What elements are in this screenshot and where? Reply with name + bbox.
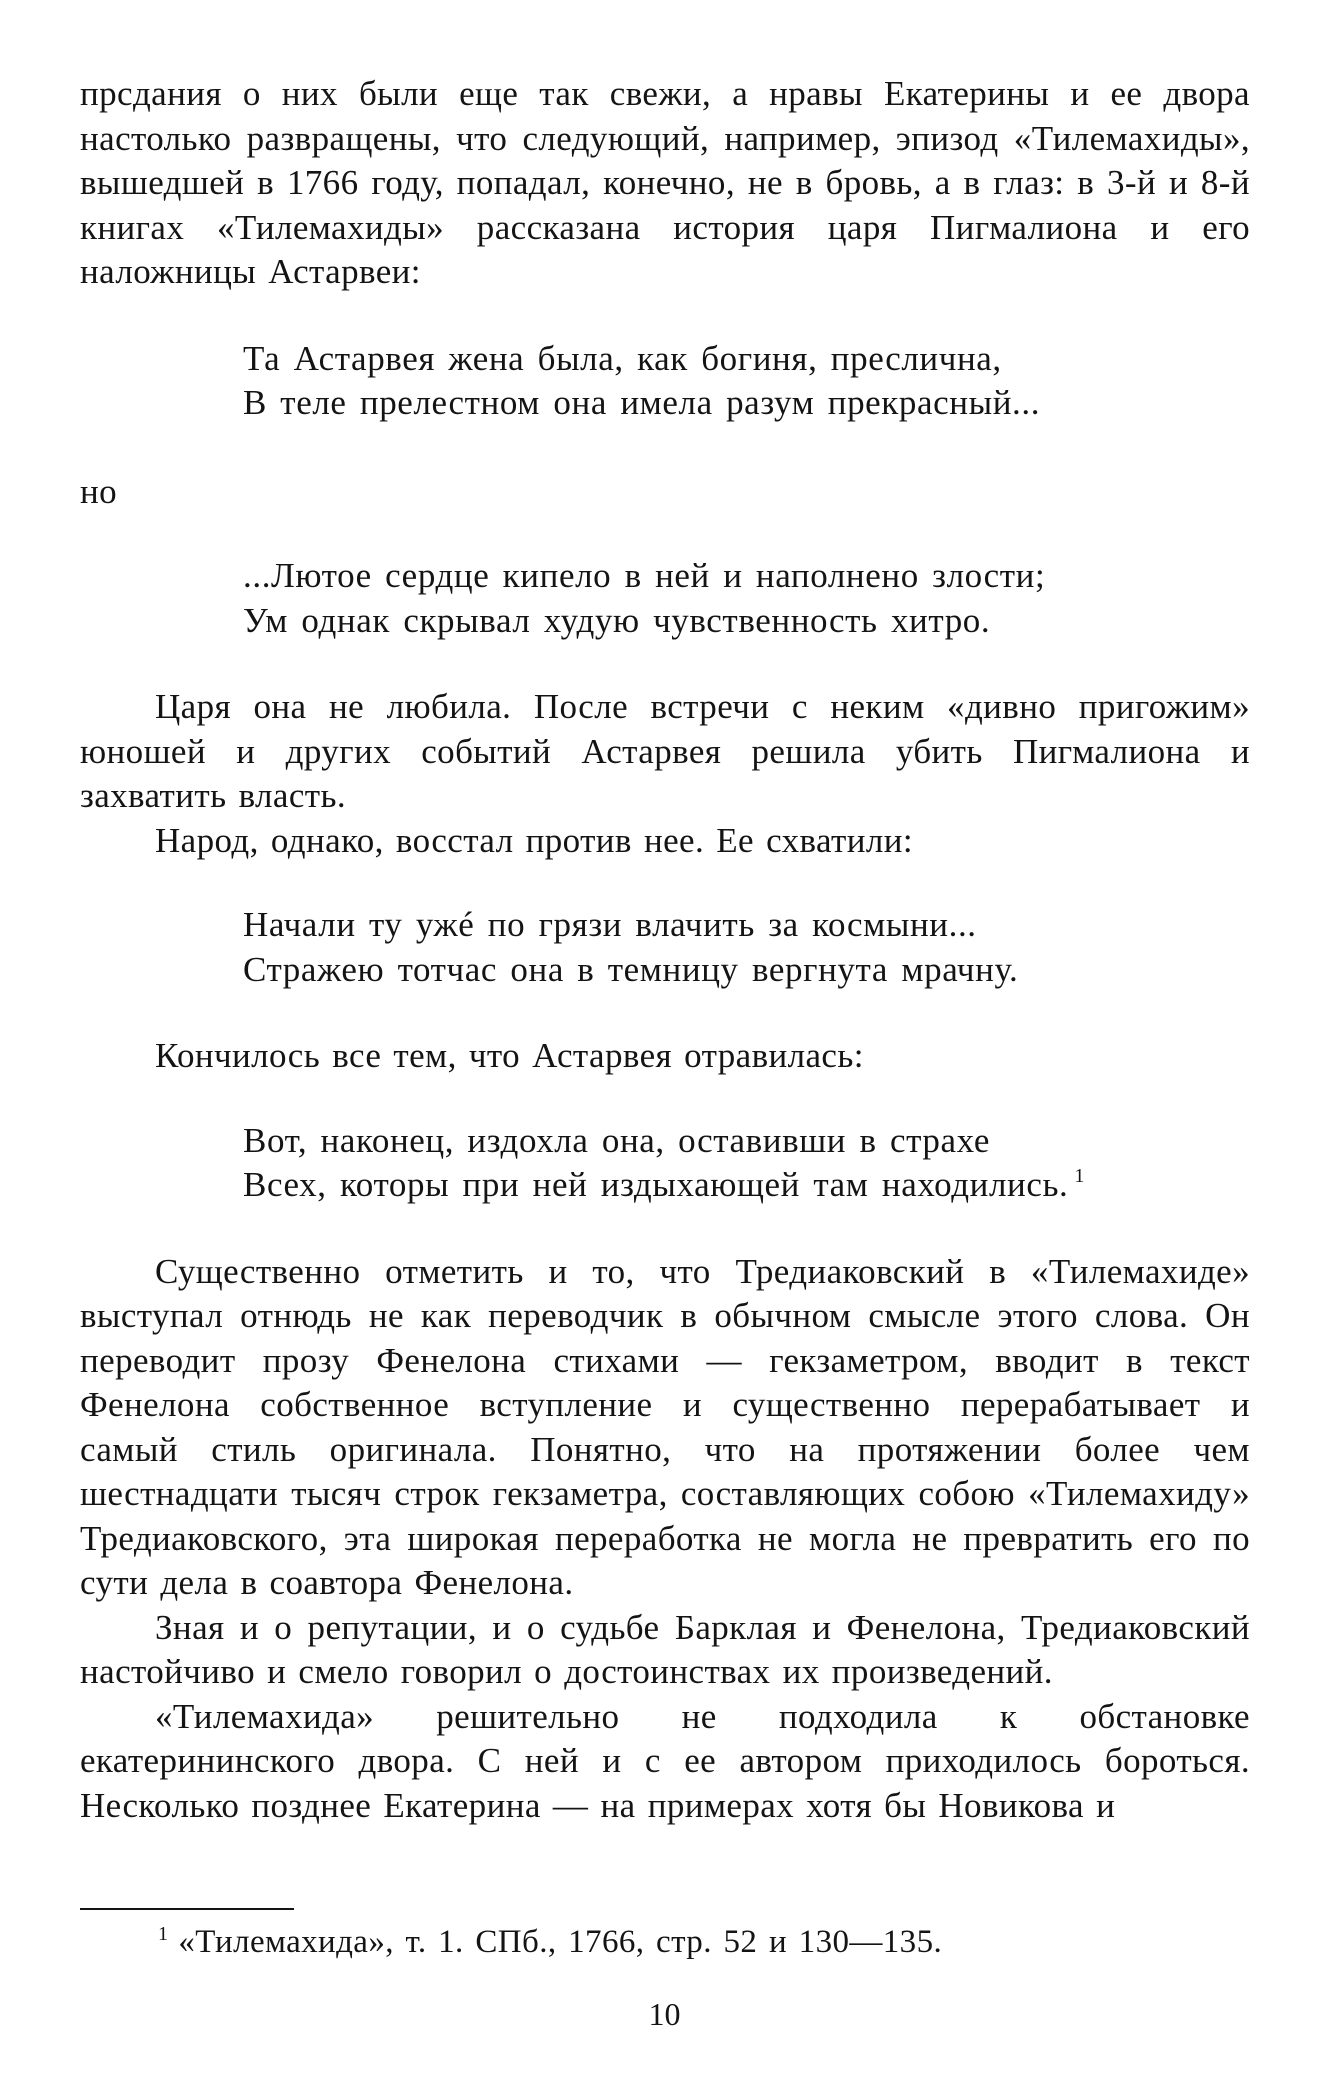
spacer bbox=[80, 426, 1250, 470]
spacer bbox=[80, 295, 1250, 337]
verse-line: Стражею тотчас она в темницу вергнута мрачну. bbox=[243, 949, 1019, 989]
verse-line: Та Астарвея жена была, как богиня, преслична, bbox=[243, 338, 1002, 378]
spacer bbox=[80, 863, 1250, 903]
paragraph: «Тилемахида» решительно не подходила к обстановке екатерининского двора. С ней и с ее автором приходилось бороться. Несколько позднее Екатерина — на примерах хотя бы Новикова и bbox=[80, 1696, 1250, 1825]
footnote bbox=[158, 1922, 942, 1962]
paragraph: Зная и о репутации, и о судьбе Барклая и Фенелона, Тредиаковский настойчиво и смело говорил о достоинствах их произведений. bbox=[80, 1607, 1250, 1691]
paragraph: Существенно отметить и то, что Тредиаковский в «Тилемахиде» выступал отнюдь не как переводчик в обычном смысле этого слова. Он переводит прозу Фенелона стихами — гекзаметром, вводит в текст Фенелона собственное вступление и существенно перерабатывает и самый стиль оригинала. Понятно, что на протяжении более чем шестнадцати тысяч строк гекзаметра, составляющих собою «Тилемахиду» Тредиаковского, эта широкая переработка не могла не превратить его по сути дела в соавтора Фенелона. bbox=[80, 1251, 1250, 1602]
footnote-divider bbox=[80, 1908, 294, 1910]
spacer bbox=[80, 1208, 1250, 1250]
verse-quote-2 bbox=[80, 554, 1250, 643]
spacer bbox=[80, 643, 1250, 685]
verse-line: ...Лютое сердце кипело в ней и наполнено злости; bbox=[243, 556, 1046, 595]
footnote-text: «Тилемахида», т. 1. СПб., 1766, стр. 52 и 130—135. bbox=[178, 1924, 943, 1960]
verse-quote-4 bbox=[80, 1119, 1250, 1208]
page-number: 10 bbox=[648, 1996, 681, 2032]
spacer bbox=[80, 992, 1250, 1034]
spacer bbox=[80, 1079, 1250, 1119]
footnote-reference: 1 bbox=[1074, 1165, 1086, 1187]
verse-line: Ум однак скрывал худую чувственность хитро. bbox=[243, 600, 991, 640]
verse-line: Начали ту ужé по грязи влачить за космыни... bbox=[243, 905, 977, 944]
paragraph: Народ, однако, восстал против нее. Ее схватили: bbox=[155, 820, 913, 860]
verse-quote-3 bbox=[80, 903, 1250, 992]
verse-quote-1 bbox=[80, 337, 1250, 426]
verse-line-text: Всех, которы при ней издыхающей там находились. bbox=[243, 1165, 1069, 1204]
paragraph-continuation: прсдания о них были еще так свежи, а нравы Екатерины и ее двора настолько развращены, что следующий, например, эпизод «Тилемахиды», вышедшей в 1766 году, попадал, конечно, не в бровь, а в глаз: в 3-й и 8-й книгах «Тилемахиды» рассказана история царя Пигмалиона и его наложницы Астарвеи: bbox=[80, 74, 1250, 291]
verse-line: Вот, наконец, издохла она, оставивши в страхе bbox=[243, 1120, 991, 1160]
verse-line: В теле прелестном она имела разум прекрасный... bbox=[243, 383, 1041, 422]
footnote-mark: 1 bbox=[158, 1923, 169, 1945]
spacer bbox=[80, 514, 1250, 554]
paragraph: Царя она не любила. После встречи с неким «дивно пригожим» юношей и других событий Астарвея решила убить Пигмалиона и захватить власть. bbox=[80, 687, 1250, 815]
page-content bbox=[80, 72, 1250, 1828]
verse-line bbox=[243, 1163, 1250, 1208]
conjunction-text: но bbox=[80, 471, 118, 511]
paragraph: Кончилось все тем, что Астарвея отравилась: bbox=[155, 1036, 864, 1075]
